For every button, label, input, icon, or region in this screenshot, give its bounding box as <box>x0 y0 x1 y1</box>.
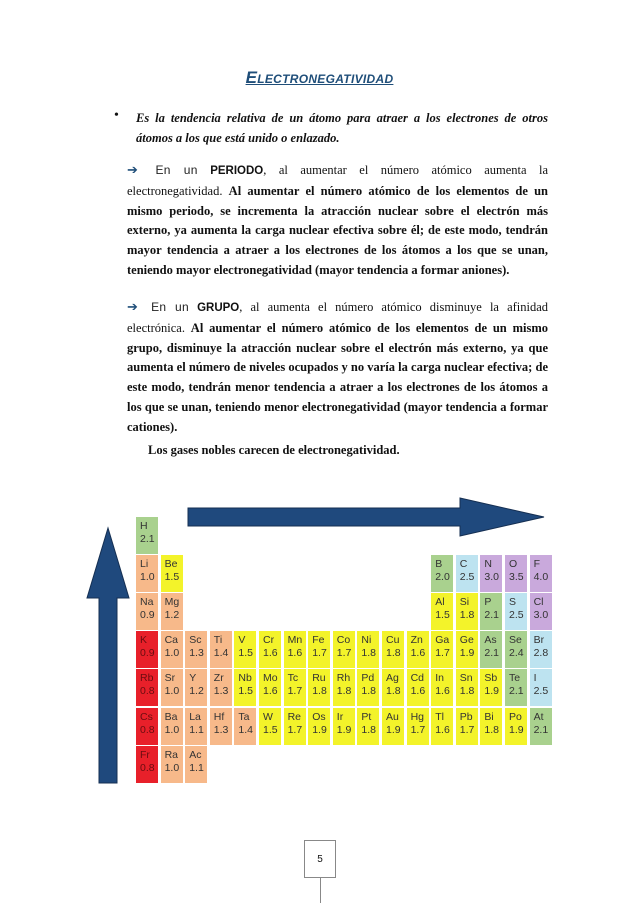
element-cell-co <box>333 631 355 668</box>
element-symbol: Mn <box>287 634 303 647</box>
period-normal-text: , al aumentar el número atómico aumenta la electronegatividad. <box>127 163 549 198</box>
element-electronegativity: 1.8 <box>312 685 327 698</box>
element-cell-k <box>136 631 158 668</box>
element-electronegativity: 1.8 <box>361 647 376 660</box>
period-lead: En un <box>155 163 198 177</box>
element-symbol: Ac <box>189 748 202 761</box>
element-symbol: Li <box>140 558 149 571</box>
element-symbol: Ag <box>386 672 399 685</box>
element-symbol: C <box>459 558 468 571</box>
element-electronegativity: 1.4 <box>213 647 229 660</box>
element-cell-f <box>530 555 552 592</box>
element-electronegativity: 1.6 <box>263 647 278 660</box>
element-cell-in <box>431 669 453 706</box>
element-symbol: P <box>484 596 492 609</box>
element-symbol: Re <box>287 710 302 723</box>
element-cell-pb <box>456 708 478 745</box>
element-symbol: Y <box>189 672 197 685</box>
element-symbol: Sb <box>484 672 498 685</box>
element-cell-ru <box>308 669 330 706</box>
element-symbol: Te <box>509 672 521 685</box>
element-cell-pd <box>357 669 379 706</box>
element-electronegativity: 0.9 <box>140 609 155 622</box>
element-electronegativity: 1.7 <box>435 647 450 660</box>
element-symbol: Zn <box>410 634 423 647</box>
element-symbol: At <box>533 710 544 723</box>
element-cell-br <box>530 631 552 668</box>
element-cell-os <box>308 708 330 745</box>
element-electronegativity: 1.7 <box>312 647 327 660</box>
element-cell-ni <box>357 631 379 668</box>
element-electronegativity: 1.8 <box>459 685 475 698</box>
element-cell-v <box>234 631 256 668</box>
element-electronegativity: 1.5 <box>164 571 180 584</box>
element-electronegativity: 1.2 <box>164 609 180 622</box>
element-cell-be <box>161 555 183 592</box>
element-cell-at <box>530 708 552 745</box>
element-cell-sr <box>161 669 183 706</box>
element-electronegativity: 1.0 <box>140 571 155 584</box>
element-electronegativity: 0.8 <box>140 761 155 774</box>
group-keyword: GRUPO <box>197 302 240 314</box>
element-symbol: Zr <box>213 672 224 685</box>
element-cell-rh <box>333 669 355 706</box>
element-symbol: La <box>189 710 201 723</box>
element-electronegativity: 2.0 <box>435 571 450 584</box>
element-symbol: Hf <box>213 710 225 723</box>
element-cell-sb <box>480 669 502 706</box>
element-symbol: Ti <box>213 634 223 647</box>
element-cell-mo <box>259 669 281 706</box>
element-symbol: Pb <box>459 710 473 723</box>
element-symbol: Ra <box>164 748 179 761</box>
element-electronegativity: 1.7 <box>459 723 475 736</box>
element-electronegativity: 1.8 <box>361 685 376 698</box>
element-electronegativity: 2.5 <box>509 609 524 622</box>
element-symbol: N <box>484 558 492 571</box>
arrow-right-icon <box>188 498 544 536</box>
element-electronegativity: 2.5 <box>533 685 549 698</box>
element-electronegativity: 3.5 <box>509 571 524 584</box>
element-symbol: Ge <box>459 634 474 647</box>
element-symbol: Fe <box>312 634 325 647</box>
element-electronegativity: 1.0 <box>164 647 180 660</box>
element-electronegativity: 1.6 <box>435 685 450 698</box>
element-electronegativity: 1.8 <box>459 609 475 622</box>
element-cell-sn <box>456 669 478 706</box>
element-cell-se <box>505 631 527 668</box>
element-symbol: Ru <box>312 672 326 685</box>
element-symbol: Pd <box>361 672 375 685</box>
element-symbol: Be <box>164 558 178 571</box>
element-electronegativity: 1.5 <box>435 609 450 622</box>
period-keyword: PERIODO <box>210 165 264 177</box>
element-electronegativity: 3.0 <box>484 571 499 584</box>
element-electronegativity: 1.7 <box>287 723 303 736</box>
page-number: 5 <box>304 840 336 878</box>
element-symbol: Ta <box>238 710 250 723</box>
element-cell-po <box>505 708 527 745</box>
element-electronegativity: 1.6 <box>410 685 426 698</box>
element-cell-ra <box>161 746 183 783</box>
element-symbol: Co <box>336 634 351 647</box>
element-symbol: Cr <box>263 634 275 647</box>
element-symbol: In <box>435 672 444 685</box>
element-electronegativity: 2.1 <box>533 723 549 736</box>
element-electronegativity: 1.8 <box>386 647 401 660</box>
element-cell-mg <box>161 593 183 630</box>
element-symbol: Os <box>312 710 326 723</box>
element-cell-ta <box>234 708 256 745</box>
element-electronegativity: 1.8 <box>336 685 352 698</box>
element-electronegativity: 1.6 <box>263 685 278 698</box>
group-normal-text: , al aumenta el número atómico disminuye la afinidad electrónica. <box>127 300 549 335</box>
element-symbol: Cd <box>410 672 425 685</box>
element-cell-zn <box>407 631 429 668</box>
element-electronegativity: 1.6 <box>287 647 303 660</box>
element-electronegativity: 2.1 <box>509 685 524 698</box>
element-cell-mn <box>284 631 306 668</box>
element-electronegativity: 1.9 <box>312 723 327 736</box>
element-cell-re <box>284 708 306 745</box>
element-electronegativity: 1.5 <box>238 685 253 698</box>
element-cell-al <box>431 593 453 630</box>
element-electronegativity: 1.6 <box>435 723 450 736</box>
element-symbol: K <box>140 634 148 647</box>
element-electronegativity: 1.0 <box>164 723 180 736</box>
element-cell-ca <box>161 631 183 668</box>
element-symbol: I <box>533 672 537 685</box>
noble-gases-note: Los gases nobles carecen de electronegatividad. <box>148 443 400 457</box>
element-electronegativity: 1.6 <box>410 647 426 660</box>
page-title: Electronegatividad <box>245 68 394 87</box>
bullet-icon: • <box>114 108 119 123</box>
element-cell-bi <box>480 708 502 745</box>
element-symbol: Rb <box>140 672 154 685</box>
element-electronegativity: 1.9 <box>386 723 401 736</box>
element-symbol: F <box>533 558 541 571</box>
definition-text: Es la tendencia relativa de un átomo para atraer a los electrones de otros átomos a los que está unido o enlazado. <box>136 111 548 145</box>
element-symbol: Ca <box>164 634 179 647</box>
element-cell-ti <box>210 631 232 668</box>
element-electronegativity: 1.8 <box>386 685 401 698</box>
element-symbol: Ga <box>435 634 450 647</box>
group-bold-text: Al aumentar el número atómico de los elementos de un mismo grupo, disminuye la atracción nuclear sobre el electrón más externo, ya que aumenta el número de niveles ocupados y no varía la carga nuclear efectiva; de este modo, tendrán menor tendencia a atraer a los electrones de los átomos a los que se unan, teniendo menor electronegatividad (mayor tendencia a formar cationes). <box>127 320 548 434</box>
element-cell-hg <box>407 708 429 745</box>
element-electronegativity: 1.9 <box>484 685 499 698</box>
element-cell-ir <box>333 708 355 745</box>
element-cell-li <box>136 555 158 592</box>
element-electronegativity: 1.4 <box>238 723 253 736</box>
element-cell-cu <box>382 631 404 668</box>
element-symbol: Nb <box>238 672 252 685</box>
element-electronegativity: 2.1 <box>140 533 155 545</box>
element-cell-sc <box>185 631 207 668</box>
element-symbol: Mg <box>164 596 180 609</box>
element-symbol: Pt <box>361 710 372 723</box>
element-symbol: Po <box>509 710 522 723</box>
element-electronegativity: 1.1 <box>189 723 204 736</box>
element-symbol: Ir <box>336 710 344 723</box>
element-cell-tc <box>284 669 306 706</box>
element-electronegativity: 4.0 <box>533 571 549 584</box>
element-symbol: Cl <box>533 596 544 609</box>
element-cell-b <box>431 555 453 592</box>
element-electronegativity: 2.1 <box>484 609 499 622</box>
element-electronegativity: 1.0 <box>164 761 180 774</box>
element-electronegativity: 1.2 <box>189 685 204 698</box>
element-cell-cl <box>530 593 552 630</box>
element-symbol: Se <box>509 634 522 647</box>
group-lead: En un <box>151 300 189 314</box>
element-symbol: Tl <box>435 710 444 723</box>
element-symbol: Ba <box>164 710 178 723</box>
element-cell-w <box>259 708 281 745</box>
element-cell-zr <box>210 669 232 706</box>
element-electronegativity: 1.9 <box>509 723 524 736</box>
element-cell-hf <box>210 708 232 745</box>
page-number-line <box>320 878 321 903</box>
element-symbol: Sr <box>164 672 176 685</box>
element-cell-p <box>480 593 502 630</box>
element-electronegativity: 2.1 <box>484 647 499 660</box>
element-symbol: Mo <box>263 672 278 685</box>
element-cell-ga <box>431 631 453 668</box>
element-cell-ac <box>185 746 207 783</box>
element-cell-cr <box>259 631 281 668</box>
element-symbol: H <box>140 520 148 532</box>
element-cell-n <box>480 555 502 592</box>
element-cell-y <box>185 669 207 706</box>
element-symbol: Cs <box>140 710 153 723</box>
element-electronegativity: 1.5 <box>263 723 278 736</box>
element-cell-na <box>136 593 158 630</box>
element-cell-fe <box>308 631 330 668</box>
arrow-right-icon: ➔ <box>127 162 138 177</box>
element-electronegativity: 2.8 <box>533 647 549 660</box>
element-symbol: Fr <box>140 748 150 761</box>
element-symbol: Tc <box>287 672 299 685</box>
element-electronegativity: 3.0 <box>533 609 549 622</box>
element-cell-au <box>382 708 404 745</box>
element-cell-as <box>480 631 502 668</box>
element-symbol: Hg <box>410 710 425 723</box>
element-cell-cs <box>136 708 158 745</box>
element-symbol: As <box>484 634 497 647</box>
period-bold-text: Al aumentar el número atómico de los elementos de un mismo periodo, se incrementa la atracción nuclear sobre el electrón más externo, ya aumenta la carga nuclear efectiva sobre él; de este modo, tendrán mayor tendencia a atraer a los electrones de los átomos a los que se unan, teniendo mayor electronegatividad (mayor tendencia a formar aniones). <box>127 183 549 277</box>
element-cell-la <box>185 708 207 745</box>
element-symbol: Ni <box>361 634 372 647</box>
element-electronegativity: 0.8 <box>140 685 155 698</box>
element-symbol: Si <box>459 596 470 609</box>
element-symbol: Bi <box>484 710 494 723</box>
element-cell-nb <box>234 669 256 706</box>
element-symbol: Cu <box>386 634 400 647</box>
element-symbol: O <box>509 558 518 571</box>
element-electronegativity: 1.3 <box>213 723 229 736</box>
element-symbol: S <box>509 596 517 609</box>
element-cell-h <box>136 517 158 554</box>
element-cell-i <box>530 669 552 706</box>
element-electronegativity: 1.7 <box>336 647 352 660</box>
element-electronegativity: 1.9 <box>459 647 475 660</box>
element-cell-tl <box>431 708 453 745</box>
element-electronegativity: 1.7 <box>410 723 426 736</box>
element-symbol: Br <box>533 634 545 647</box>
element-cell-fr <box>136 746 158 783</box>
element-symbol: V <box>238 634 246 647</box>
element-cell-rb <box>136 669 158 706</box>
element-symbol: Au <box>386 710 399 723</box>
element-electronegativity: 0.8 <box>140 723 155 736</box>
element-cell-o <box>505 555 527 592</box>
element-symbol: Sn <box>459 672 473 685</box>
element-cell-pt <box>357 708 379 745</box>
element-electronegativity: 1.3 <box>189 647 204 660</box>
element-electronegativity: 0.9 <box>140 647 155 660</box>
element-cell-si <box>456 593 478 630</box>
element-electronegativity: 2.5 <box>459 571 475 584</box>
element-symbol: W <box>263 710 273 723</box>
element-symbol: Na <box>140 596 154 609</box>
arrow-up-icon <box>87 528 129 783</box>
element-symbol: Al <box>435 596 445 609</box>
element-electronegativity: 1.0 <box>164 685 180 698</box>
element-cell-cd <box>407 669 429 706</box>
element-cell-c <box>456 555 478 592</box>
element-cell-ba <box>161 708 183 745</box>
element-electronegativity: 1.5 <box>238 647 253 660</box>
element-symbol: Sc <box>189 634 202 647</box>
element-cell-s <box>505 593 527 630</box>
element-symbol: Rh <box>336 672 351 685</box>
element-electronegativity: 1.7 <box>287 685 303 698</box>
element-electronegativity: 1.8 <box>484 723 499 736</box>
arrow-right-icon: ➔ <box>127 299 138 314</box>
element-electronegativity: 1.9 <box>336 723 352 736</box>
element-cell-te <box>505 669 527 706</box>
element-electronegativity: 1.1 <box>189 761 204 774</box>
element-electronegativity: 1.3 <box>213 685 229 698</box>
element-cell-ag <box>382 669 404 706</box>
element-electronegativity: 2.4 <box>509 647 524 660</box>
element-symbol: B <box>435 558 443 571</box>
element-cell-ge <box>456 631 478 668</box>
element-electronegativity: 1.8 <box>361 723 376 736</box>
